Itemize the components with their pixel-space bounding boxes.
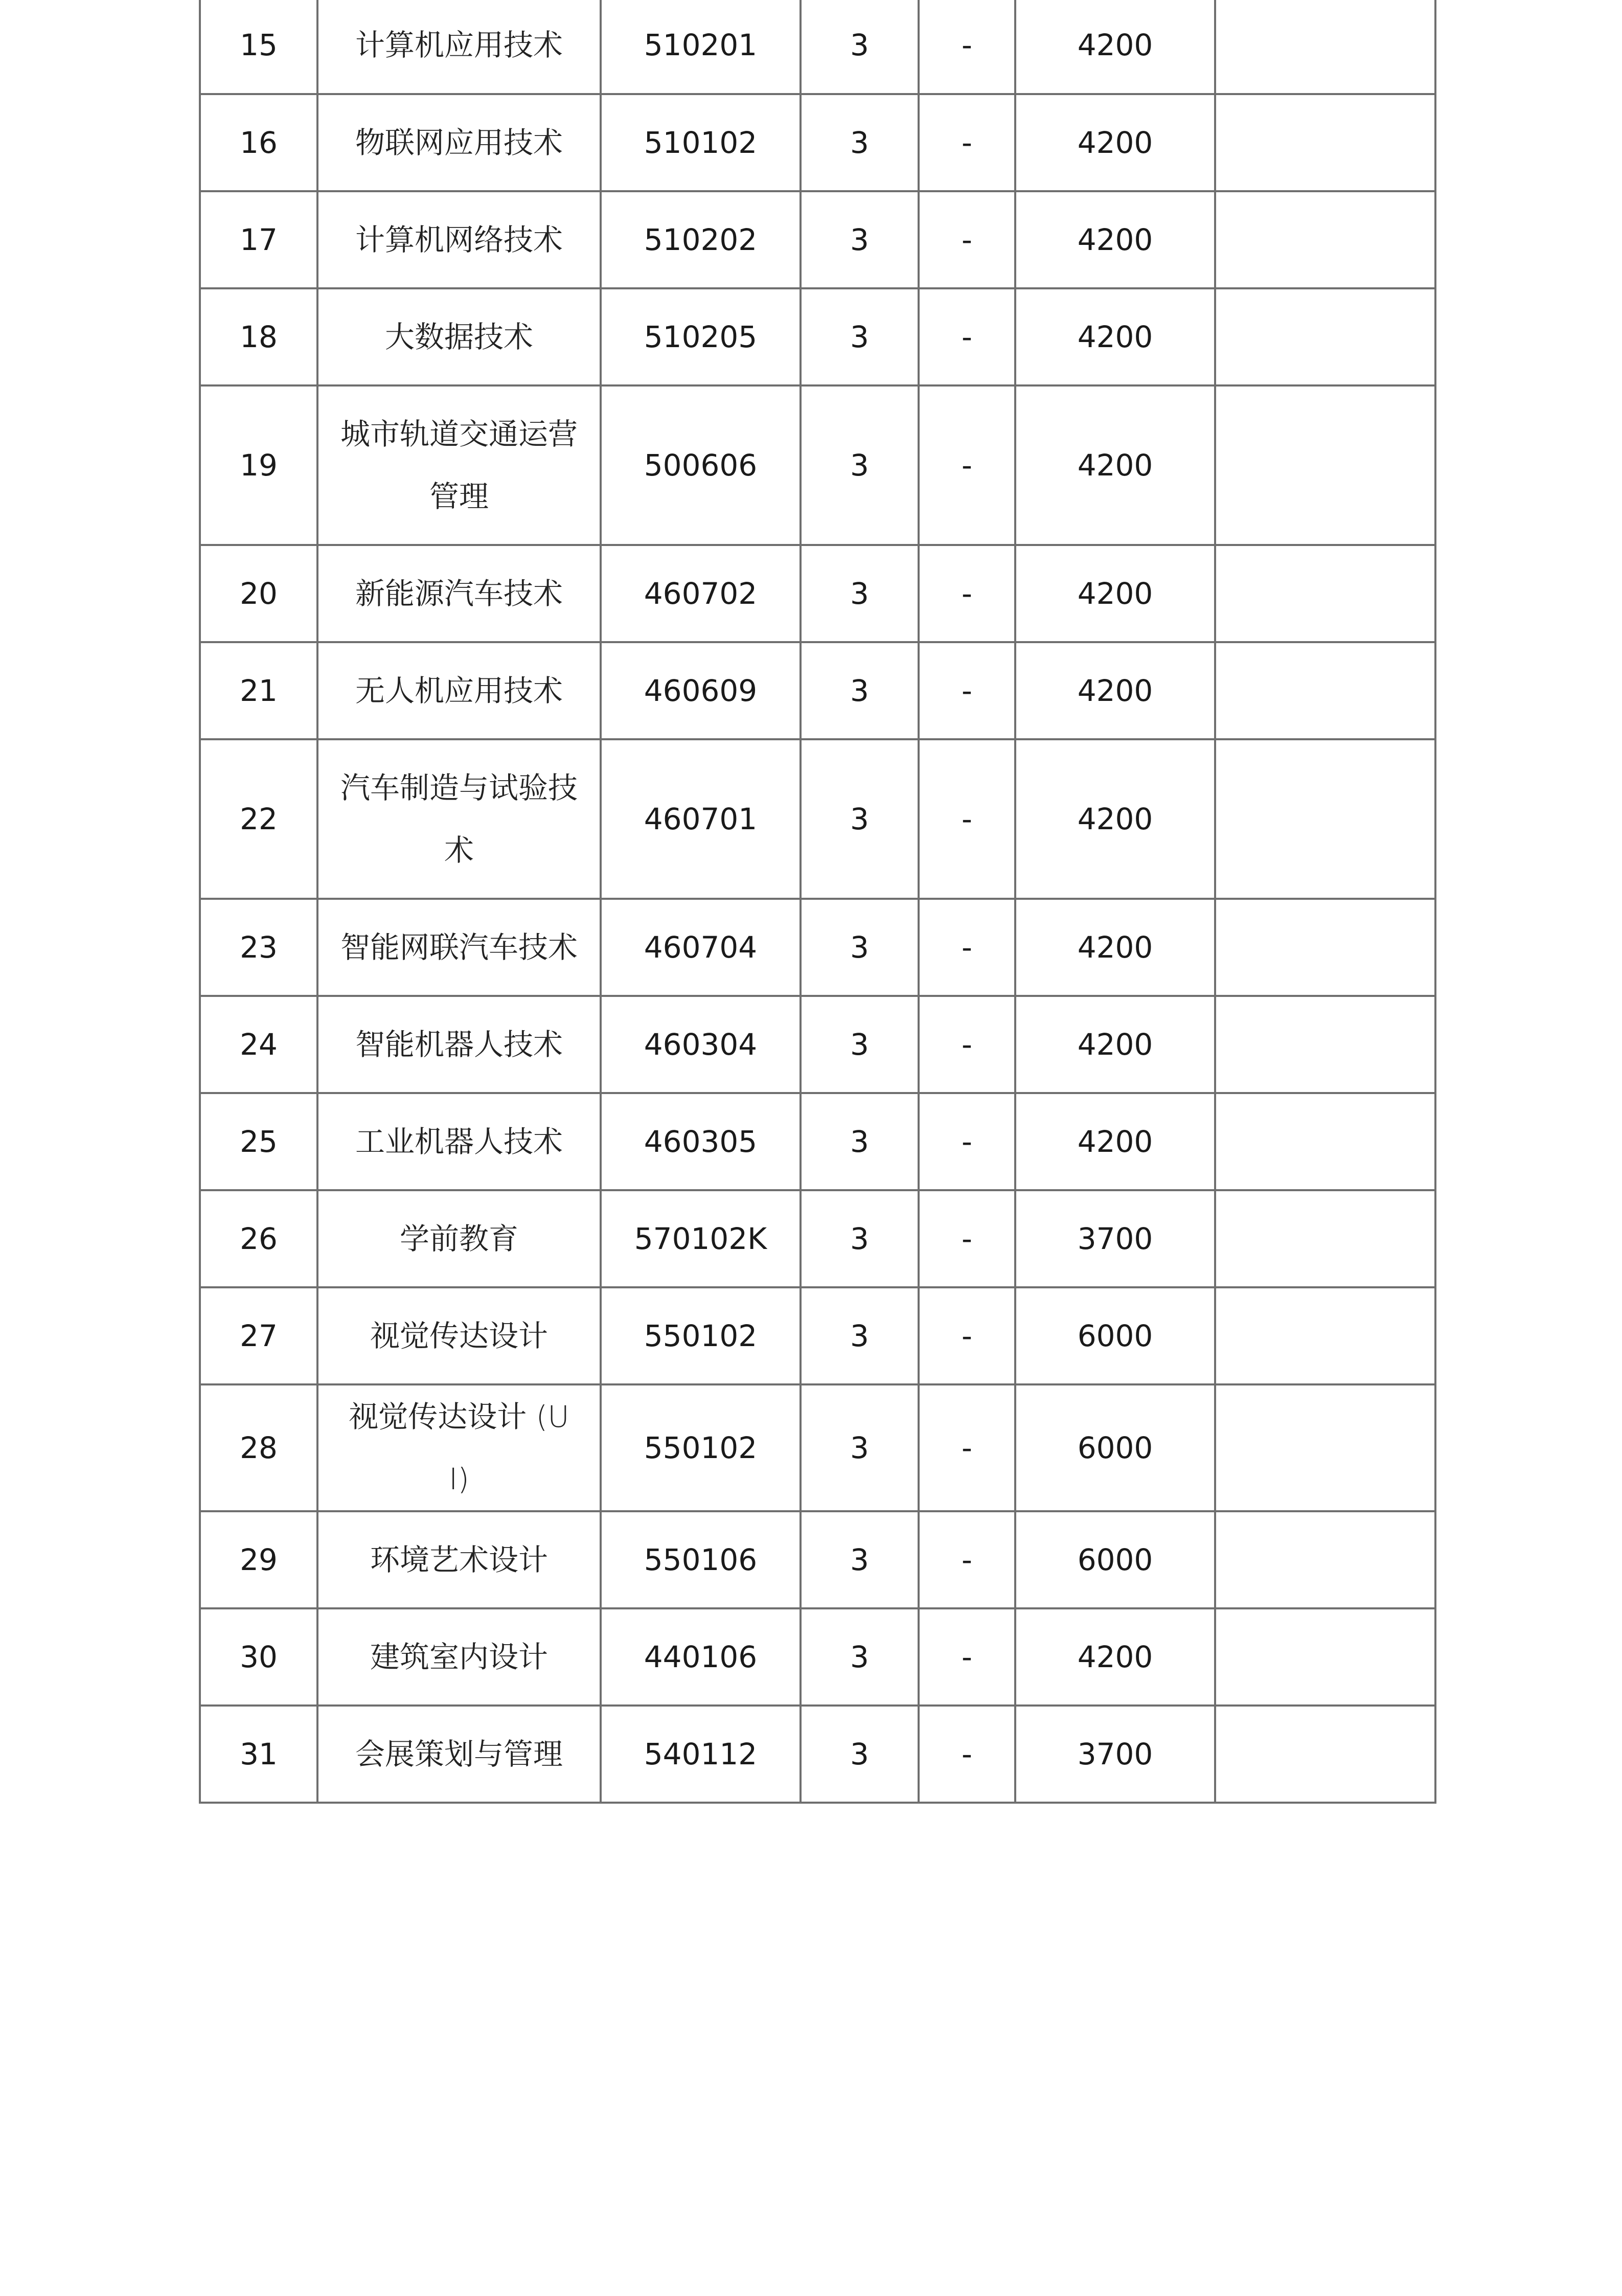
table-row: [200, 545, 1435, 642]
table-row: [200, 1093, 1435, 1190]
row-number-cell: 25: [200, 1093, 317, 1190]
remark-cell: [1215, 642, 1435, 739]
study-years-cell: 3: [801, 545, 919, 642]
major-code-cell: 500606: [601, 385, 801, 545]
table-row: [200, 1287, 1435, 1384]
major-name-cell: [317, 0, 601, 94]
empty-value-cell: -: [919, 0, 1015, 94]
empty-value-cell: -: [919, 1093, 1015, 1190]
major-name-cell: [317, 739, 601, 899]
row-number-cell: 22: [200, 739, 317, 899]
empty-value-cell: -: [919, 1706, 1015, 1803]
row-number-cell: 17: [200, 191, 317, 288]
tuition-fee-cell: 4200: [1015, 1608, 1215, 1706]
study-years-cell: 3: [801, 642, 919, 739]
major-code-cell: 550102: [601, 1287, 801, 1384]
remark-cell: [1215, 1511, 1435, 1608]
remark-cell: [1215, 288, 1435, 385]
empty-value-cell: -: [919, 899, 1015, 996]
major-name-text: 计算机网络技术: [355, 222, 563, 257]
study-years-cell: 3: [801, 288, 919, 385]
remark-cell: [1215, 1706, 1435, 1803]
empty-value-cell: -: [919, 739, 1015, 899]
row-number-cell: 15: [200, 0, 317, 94]
major-name-cell: [317, 545, 601, 642]
major-name-text: 城市轨道交通运营管理: [340, 417, 578, 514]
row-number-cell: 27: [200, 1287, 317, 1384]
tuition-fee-cell: 4200: [1015, 642, 1215, 739]
major-name-text: 建筑室内设计: [370, 1640, 548, 1674]
study-years-cell: 3: [801, 739, 919, 899]
tuition-fee-cell: 4200: [1015, 191, 1215, 288]
empty-value-cell: -: [919, 996, 1015, 1093]
major-name-cell: [317, 1190, 601, 1287]
major-code-cell: 510202: [601, 191, 801, 288]
tuition-fee-cell: 6000: [1015, 1511, 1215, 1608]
tuition-fee-cell: 3700: [1015, 1190, 1215, 1287]
major-name-text: 视觉传达设计: [370, 1319, 548, 1353]
major-name-cell: [317, 1706, 601, 1803]
empty-value-cell: -: [919, 288, 1015, 385]
tuition-fee-cell: 6000: [1015, 1287, 1215, 1384]
remark-cell: [1215, 739, 1435, 899]
remark-cell: [1215, 1384, 1435, 1511]
table-row: [200, 739, 1435, 899]
major-code-cell: 460609: [601, 642, 801, 739]
study-years-cell: 3: [801, 94, 919, 191]
major-name-text: 学前教育: [399, 1221, 518, 1256]
major-name-text: 视觉传达设计 (UI): [349, 1399, 569, 1496]
study-years-cell: 3: [801, 385, 919, 545]
empty-value-cell: -: [919, 1287, 1015, 1384]
table-row: [200, 1511, 1435, 1608]
study-years-cell: 3: [801, 899, 919, 996]
major-name-cell: [317, 191, 601, 288]
study-years-cell: 3: [801, 1384, 919, 1511]
table-row: [200, 1608, 1435, 1706]
remark-cell: [1215, 899, 1435, 996]
study-years-cell: 3: [801, 1608, 919, 1706]
major-code-cell: 550106: [601, 1511, 801, 1608]
major-name-text: 计算机应用技术: [355, 28, 563, 62]
row-number-cell: 19: [200, 385, 317, 545]
table-row: [200, 1706, 1435, 1803]
major-code-cell: 540112: [601, 1706, 801, 1803]
empty-value-cell: -: [919, 385, 1015, 545]
study-years-cell: 3: [801, 191, 919, 288]
table-body: [200, 0, 1435, 1803]
major-code-cell: 460304: [601, 996, 801, 1093]
row-number-cell: 26: [200, 1190, 317, 1287]
row-number-cell: 24: [200, 996, 317, 1093]
major-code-cell: 460704: [601, 899, 801, 996]
empty-value-cell: -: [919, 642, 1015, 739]
study-years-cell: 3: [801, 1706, 919, 1803]
remark-cell: [1215, 545, 1435, 642]
major-name-text: 工业机器人技术: [355, 1124, 563, 1159]
tuition-table: [199, 0, 1436, 1804]
remark-cell: [1215, 94, 1435, 191]
table-row: [200, 385, 1435, 545]
major-name-text: 汽车制造与试验技术: [340, 770, 578, 868]
tuition-fee-cell: 6000: [1015, 1384, 1215, 1511]
row-number-cell: 31: [200, 1706, 317, 1803]
major-name-text: 新能源汽车技术: [355, 576, 563, 611]
major-code-cell: 510205: [601, 288, 801, 385]
major-name-text: 智能网联汽车技术: [340, 930, 578, 965]
remark-cell: [1215, 385, 1435, 545]
major-name-text: 会展策划与管理: [355, 1737, 563, 1771]
empty-value-cell: -: [919, 1384, 1015, 1511]
major-name-text: 环境艺术设计: [370, 1542, 548, 1577]
major-name-cell: [317, 385, 601, 545]
remark-cell: [1215, 1287, 1435, 1384]
study-years-cell: 3: [801, 1287, 919, 1384]
row-number-cell: 30: [200, 1608, 317, 1706]
table-row: [200, 288, 1435, 385]
tuition-fee-cell: 4200: [1015, 385, 1215, 545]
remark-cell: [1215, 1608, 1435, 1706]
table-row: [200, 0, 1435, 94]
study-years-cell: 3: [801, 1093, 919, 1190]
major-name-cell: [317, 899, 601, 996]
row-number-cell: 29: [200, 1511, 317, 1608]
empty-value-cell: -: [919, 1511, 1015, 1608]
empty-value-cell: -: [919, 1190, 1015, 1287]
major-name-cell: [317, 642, 601, 739]
major-code-cell: 460701: [601, 739, 801, 899]
row-number-cell: 20: [200, 545, 317, 642]
major-name-cell: [317, 94, 601, 191]
study-years-cell: 3: [801, 1190, 919, 1287]
tuition-fee-cell: 4200: [1015, 996, 1215, 1093]
tuition-fee-cell: 4200: [1015, 545, 1215, 642]
major-code-cell: 570102K: [601, 1190, 801, 1287]
row-number-cell: 18: [200, 288, 317, 385]
tuition-fee-cell: 4200: [1015, 94, 1215, 191]
remark-cell: [1215, 1093, 1435, 1190]
major-name-cell: [317, 1511, 601, 1608]
study-years-cell: 3: [801, 996, 919, 1093]
remark-cell: [1215, 996, 1435, 1093]
table-row: [200, 1384, 1435, 1511]
tuition-fee-cell: 4200: [1015, 1093, 1215, 1190]
empty-value-cell: -: [919, 1608, 1015, 1706]
empty-value-cell: -: [919, 545, 1015, 642]
empty-value-cell: -: [919, 94, 1015, 191]
major-code-cell: 510102: [601, 94, 801, 191]
table-row: [200, 1190, 1435, 1287]
row-number-cell: 16: [200, 94, 317, 191]
major-name-text: 物联网应用技术: [355, 125, 563, 160]
row-number-cell: 23: [200, 899, 317, 996]
study-years-cell: 3: [801, 1511, 919, 1608]
table-row: [200, 642, 1435, 739]
row-number-cell: 21: [200, 642, 317, 739]
tuition-fee-cell: 3700: [1015, 1706, 1215, 1803]
major-code-cell: 460702: [601, 545, 801, 642]
table-row: [200, 94, 1435, 191]
table-row: [200, 996, 1435, 1093]
remark-cell: [1215, 1190, 1435, 1287]
empty-value-cell: -: [919, 191, 1015, 288]
major-code-cell: 460305: [601, 1093, 801, 1190]
tuition-fee-cell: 4200: [1015, 899, 1215, 996]
major-name-cell: [317, 996, 601, 1093]
major-name-text: 智能机器人技术: [355, 1027, 563, 1062]
major-name-cell: [317, 1093, 601, 1190]
major-name-text: 大数据技术: [384, 320, 533, 354]
major-name-text: 无人机应用技术: [355, 673, 563, 708]
major-name-cell: [317, 288, 601, 385]
table-row: [200, 899, 1435, 996]
remark-cell: [1215, 0, 1435, 94]
study-years-cell: 3: [801, 0, 919, 94]
major-name-cell: [317, 1384, 601, 1511]
major-name-cell: [317, 1608, 601, 1706]
tuition-fee-cell: 4200: [1015, 288, 1215, 385]
row-number-cell: 28: [200, 1384, 317, 1511]
tuition-fee-cell: 4200: [1015, 0, 1215, 94]
major-code-cell: 550102: [601, 1384, 801, 1511]
major-name-cell: [317, 1287, 601, 1384]
major-code-cell: 510201: [601, 0, 801, 94]
tuition-fee-cell: 4200: [1015, 739, 1215, 899]
remark-cell: [1215, 191, 1435, 288]
major-code-cell: 440106: [601, 1608, 801, 1706]
table-row: [200, 191, 1435, 288]
